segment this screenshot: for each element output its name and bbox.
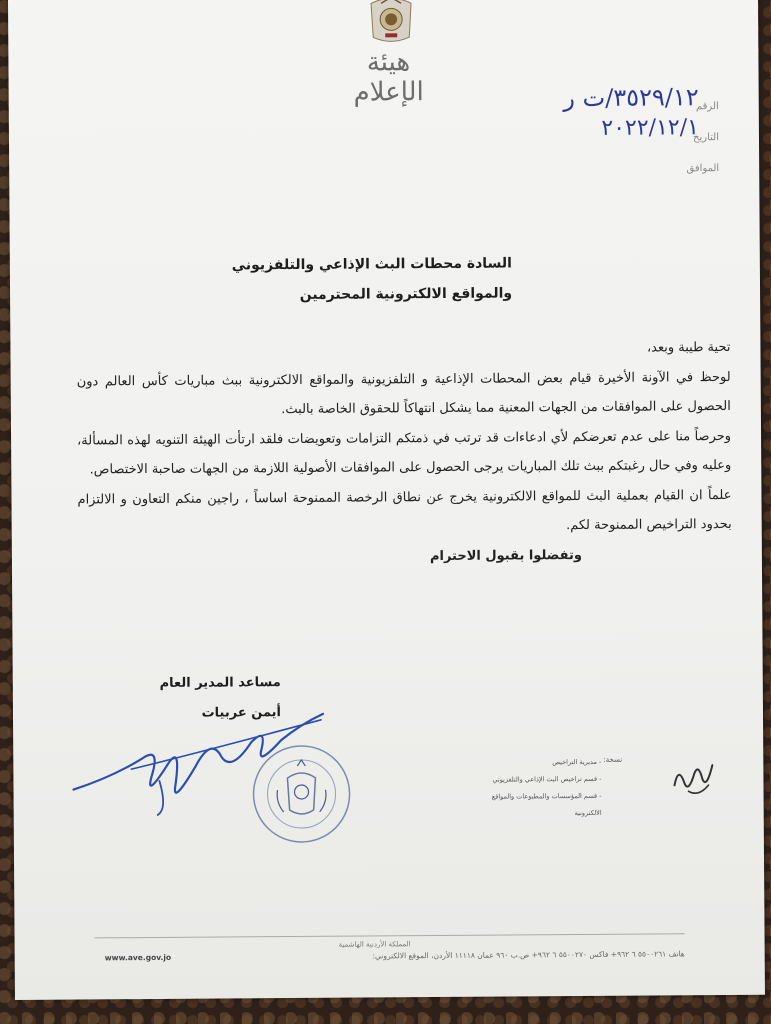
jordan-crest-icon <box>363 0 419 44</box>
handwritten-reference <box>549 83 699 141</box>
footer-address: هاتف ٥٥٠٠٢٦١ ٦ ٩٦٢+ فاكس ٥٥٠٠٢٧٠ ٦ ٩٦٢+ ص.ب ٩٦٠ عمان ١١١١٨ الأردن، الموقع الالكتروني: <box>372 949 685 961</box>
copy-to-list <box>481 754 601 823</box>
letter-body <box>76 333 732 574</box>
addressee-line-2: والمواقع الالكترونية المحترمين <box>299 285 513 303</box>
ref-label: الرقم <box>695 101 719 113</box>
official-seal-icon <box>247 740 356 849</box>
footer-contact <box>105 949 685 962</box>
copy-to-label: نسخة: <box>603 755 623 764</box>
closing-line: وتفضلوا بقبول الاحترام <box>429 547 582 564</box>
addressee-block <box>232 248 513 310</box>
copy-to-item: - مديرية التراخيص <box>552 757 602 767</box>
greeting: تحية طيبة وبعد، <box>646 339 731 356</box>
paragraph-2: وحرصاً منا على عدم تعرضكم لأي ادعاءات قد ترتب في ذمتكم التزامات وتعويضات فلقد ارتأت الهيئة التنويه لهذه المسألة، وعليه وفي حال رغبتكم ببث تلك المباريات يرجى الحصول على الموافقات الأصولية اللازمة من الجهات صاحبة الاختصاص. <box>77 428 732 478</box>
signatory-title: مساعد المدير العام <box>159 675 281 691</box>
organization-name: هيئة الإعلام <box>353 47 424 108</box>
paragraph-1: لوحظ في الآونة الأخيرة قيام بعض المحطات الإذاعية و التلفزيونية والمواقع الالكترونية ببث مباريات كأس العالم دون الحصول على الموافقات من الجهات المعنية مما يشكل انتهاكاً للحقوق الخاصة بالبث. <box>76 369 731 418</box>
corresponding-label: الموافق <box>686 163 720 175</box>
date-label: التاريخ <box>692 132 720 144</box>
signatory-name: أيمن عربيات <box>201 705 282 721</box>
footer-country: المملكة الأردنية الهاشمية <box>338 940 411 949</box>
footer-website: www.ave.gov.jo <box>104 952 172 963</box>
copy-to-item: - قسم تراخيص البث الإذاعي والتلفزيوني <box>492 774 602 784</box>
handwritten-date: ٢٠٢٢/١٢/١ <box>601 115 699 141</box>
copy-to-item: - قسم المؤسسات والمطبوعات والمواقع الالكترونية <box>491 791 602 818</box>
handwritten-ref-number: ٣٥٢٩/١٢/ت ر <box>563 83 699 113</box>
paragraph-3: علماً ان القيام بعملية البث للمواقع الالكترونية يخرج عن نطاق الرخصة الممنوحة اساساً ، راجين منكم التعاون و الالتزام بحدود التراخيص الممنوحة لكم. <box>77 487 732 534</box>
addressee-line-1: السادة محطات البث الإذاعي والتلفزيوني <box>231 255 512 274</box>
handwritten-initials-icon <box>668 755 718 800</box>
letter-paper <box>8 0 765 1000</box>
footer-divider <box>95 933 685 938</box>
